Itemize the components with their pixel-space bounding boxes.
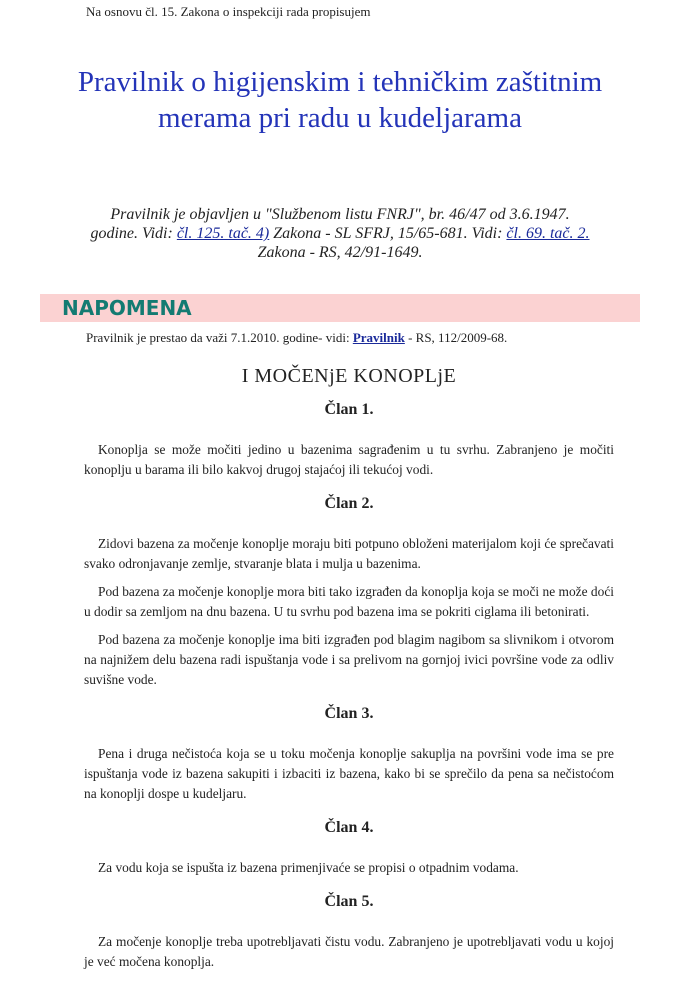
article-title: Član 3.: [324, 705, 374, 722]
napomena-note: [86, 330, 507, 346]
law-link-2[interactable]: čl. 69. tač. 2.: [506, 225, 590, 242]
napomena-label: NAPOMENA: [62, 296, 192, 320]
law-link-1[interactable]: čl. 125. tač. 4): [176, 225, 270, 242]
note-text: Pravilnik je prestao da važi 7.1.2010. godine- vidi:: [86, 330, 353, 345]
title-line: Pravilnik o higijenskim i tehničkim zaštitnim: [77, 66, 603, 98]
article-title: Član 1.: [324, 401, 374, 418]
article-paragraph: Pod bazena za močenje konoplje mora biti tako izgrađen da konoplja koja se moči ne može doći u dodir sa zemljom na dnu bazena. U tu svrhu pod bazena ima se pokriti ciglama ili betonirati.: [84, 584, 614, 619]
article-paragraph: Pod bazena za močenje konoplje ima biti izgrađen pod blagim nagibom sa slivnikom i otvorom na najnižem delu bazena radi ispuštanja vode i sa prelivom na gornjoj ivici površine vode za odliv suvišne vode.: [84, 632, 614, 687]
article-paragraph: Pena i druga nečistoća koja se u toku močenja konoplje sakuplja na površini vode ima se pre ispuštanja vode iz bazena sakupiti i izbaciti iz bazena, kako bi se sprečilo da pena sa nečistoćom na konoplji dospe u kudeljaru.: [84, 746, 614, 801]
spacer: [84, 980, 614, 986]
article-title: Član 4.: [324, 819, 374, 836]
article-paragraph: Zidovi bazena za močenje konoplje moraju biti potpuno obloženi materijalom koji će sprečavati svako odronjavanje zemlje, stvaranje blata i mulja u bazenima.: [84, 536, 614, 571]
page-title: [40, 64, 640, 136]
publication-text: Zakona - SL SFRJ, 15/65-681. Vidi:: [269, 225, 507, 242]
article-paragraph: Za vodu koja se ispušta iz bazena primenjivaće se propisi o otpadnim vodama.: [98, 860, 519, 875]
article-paragraph: Konoplja se može močiti jedino u bazenima sagrađenim u tu svrhu. Zabranjeno je močiti konoplju u barama ili bilo kakvoj drugoj stajaćoj ili tekućoj vodi.: [84, 442, 614, 477]
title-line: merama pri radu u kudeljarama: [158, 102, 522, 134]
publication-text: Pravilnik je objavljen u "Službenom listu FNRJ", br. 46/47 od 3.6.1947. godine. Vidi:: [90, 206, 570, 242]
document-body: [84, 366, 614, 986]
preamble: Na osnovu čl. 15. Zakona o inspekciji rada propisujem: [86, 4, 371, 19]
article-paragraph: Za močenje konoplje treba upotrebljavati čistu vodu. Zabranjeno je upotrebljavati vodu u kojoj je već močena konoplja.: [84, 934, 614, 969]
publication-info: [90, 205, 590, 262]
articles: [84, 400, 614, 986]
section-heading: I MOČENjE KONOPLjE: [241, 365, 457, 387]
note-text: - RS, 112/2009-68.: [404, 330, 508, 345]
article-title: Član 2.: [324, 495, 374, 512]
napomena-banner: [40, 294, 640, 322]
publication-text: Zakona - RS, 42/91-1649.: [257, 244, 423, 261]
pravilnik-link[interactable]: Pravilnik: [352, 330, 405, 345]
article-title: Član 5.: [324, 893, 374, 910]
